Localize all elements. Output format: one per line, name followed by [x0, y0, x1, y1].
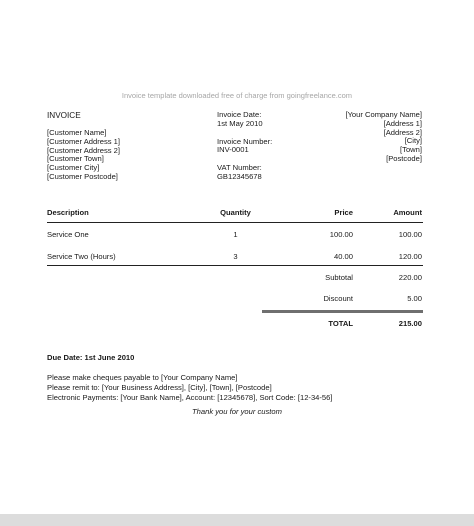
vat-number-value: GB12345678 [217, 171, 262, 181]
customer-town: [Customer Town] [47, 154, 104, 164]
subtotal-label: Subtotal [325, 273, 353, 282]
customer-postcode: [Customer Postcode] [47, 171, 118, 181]
customer-city: [Customer City] [47, 163, 100, 173]
company-address-1: [Address 1] [383, 118, 422, 128]
row-1-price: 100.00 [329, 230, 353, 239]
invoice-meta-block [217, 111, 272, 182]
header-amount: Amount [393, 208, 422, 217]
header-quantity: Quantity [220, 208, 251, 217]
row-2-amount: 120.00 [398, 252, 422, 261]
template-credit: Invoice template downloaded free of charge from goingfreelance.com [121, 91, 353, 100]
page-bottom-edge [0, 514, 474, 526]
total-value: 215.00 [398, 319, 422, 328]
invoice-number-value: INV-0001 [217, 145, 249, 155]
electronic-payments-note: Electronic Payments: [Your Bank Name], Account: [12345678], Sort Code: [12-34-56] [47, 393, 333, 402]
header-price: Price [334, 208, 353, 217]
invoice-date-label: Invoice Date: [217, 110, 262, 119]
company-postcode: [Postcode] [386, 153, 422, 163]
subtotal-value: 220.00 [398, 273, 422, 282]
customer-name: [Customer Name] [47, 128, 107, 137]
row-2-quantity: 3 [233, 252, 238, 261]
row-1-quantity: 1 [233, 230, 238, 239]
company-name: [Your Company Name] [345, 110, 422, 119]
discount-label: Discount [323, 294, 353, 303]
customer-address-1: [Customer Address 1] [47, 136, 121, 146]
header-description: Description [47, 208, 89, 217]
customer-address-block [47, 129, 120, 182]
invoice-number-label: Invoice Number: [217, 136, 273, 146]
row-1-description: Service One [47, 230, 89, 239]
thank-you-text: Thank you for your custom [192, 407, 282, 416]
due-date: Due Date: 1st June 2010 [47, 353, 135, 362]
row-1-amount: 100.00 [398, 230, 422, 239]
cheques-note: Please make cheques payable to [Your Company Name] [47, 373, 238, 382]
invoice-date-value: 1st May 2010 [217, 118, 263, 128]
vat-number-label: VAT Number: [217, 163, 262, 173]
row-2-description: Service Two (Hours) [47, 252, 116, 261]
row-2-price: 40.00 [333, 252, 353, 261]
company-address-2: [Address 2] [383, 127, 422, 137]
company-town: [Town] [400, 145, 422, 155]
total-label: TOTAL [328, 319, 353, 328]
discount-value: 5.00 [407, 294, 422, 303]
invoice-title: INVOICE [47, 111, 81, 120]
header-divider [47, 222, 423, 223]
customer-address-2: [Customer Address 2] [47, 145, 121, 155]
thank-you-note [0, 407, 474, 416]
company-address-block [345, 111, 422, 164]
remit-note: Please remit to: [Your Business Address], [City], [Town], [Postcode] [47, 383, 272, 392]
total-divider [262, 310, 423, 313]
rows-divider [47, 265, 423, 266]
company-city: [City] [404, 136, 422, 146]
